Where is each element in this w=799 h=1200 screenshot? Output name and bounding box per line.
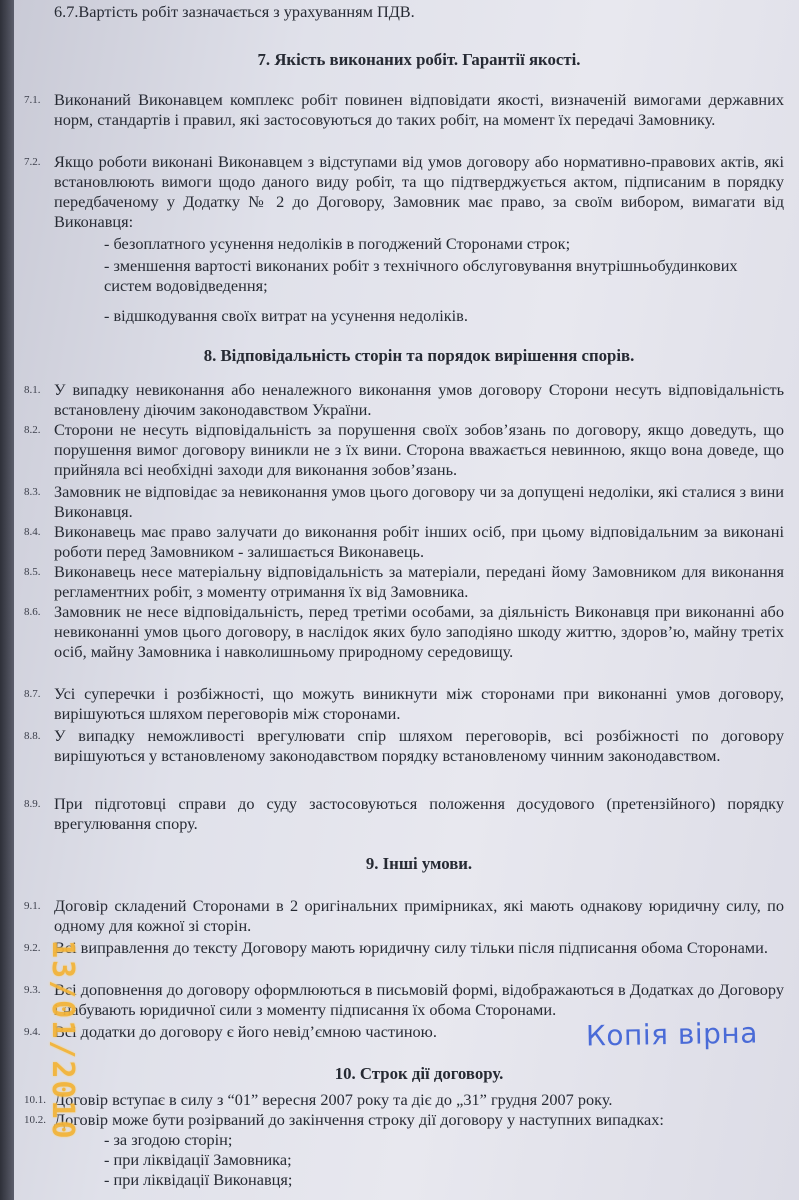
clause-10-2 bbox=[24, 1110, 784, 1130]
clause-8-6 bbox=[24, 602, 784, 662]
section-7-title: 7. Якість виконаних робіт. Гарантії якості. bbox=[257, 50, 581, 69]
clause-text: Якщо роботи виконані Виконавцем з відступами від умов договору або нормативно-правових актів, які встановлюють вимоги щодо даного виду робіт, та що підтверджується актом, підписаним в порядку передбаченому у Додатку № 2 до Договору, Замовник має право, за своїм вибором, вимагати від Виконавця: bbox=[54, 152, 784, 231]
bullet-item: - при ліквідації Замовника; bbox=[104, 1150, 292, 1169]
clause-text: При підготовці справи до суду застосовуються положення досудового (претензійного) порядку врегулювання спору. bbox=[54, 794, 784, 833]
clause-text: Замовник не відповідає за невиконання умов цього договору чи за допущені недоліки, які сталися з вини Виконавця. bbox=[54, 482, 784, 521]
clause-number: 10.2. bbox=[24, 1114, 46, 1126]
clause-number: 9.3. bbox=[24, 984, 41, 996]
clause-number: 9.4. bbox=[24, 1026, 41, 1038]
clause-text: Договір складений Сторонами в 2 оригінальних примірниках, які мають однакову юридичну силу, по одному для кожної зі сторін. bbox=[54, 896, 784, 935]
clause-8-3 bbox=[24, 482, 784, 522]
camera-date-stamp: 13/01/2010 bbox=[45, 940, 80, 1141]
section-8-title: 8. Відповідальність сторін та порядок вирішення спорів. bbox=[203, 346, 635, 365]
clause-number: 8.5. bbox=[24, 566, 41, 578]
clause-number: 8.8. bbox=[24, 730, 41, 742]
clause-8-7 bbox=[24, 684, 784, 724]
clause-number: 7.2. bbox=[24, 156, 41, 168]
clause-number: 8.6. bbox=[24, 606, 41, 618]
clause-number: 9.2. bbox=[24, 942, 41, 954]
clause-text: У випадку невиконання або неналежного виконання умов договору Сторони несуть відповідальність встановлену діючим законодавством України. bbox=[54, 380, 784, 419]
clause-8-5 bbox=[24, 562, 784, 602]
clause-8-1 bbox=[24, 380, 784, 420]
clause-text: Сторони не несуть відповідальність за порушення своїх зобов’язань по договору, якщо доведуть, що порушення вимог договору виникли не з їх вини. Сторона вважається невинною, якщо вона доведе, що прийняла всі необхідні заходи для виконання зобов’язань. bbox=[54, 420, 784, 479]
clause-9-3 bbox=[24, 980, 784, 1020]
clause-number: 8.1. bbox=[24, 384, 41, 396]
clause-number: 8.7. bbox=[24, 688, 41, 700]
clause-number: 7.1. bbox=[24, 94, 41, 106]
bullet-item: - за згодою сторін; bbox=[104, 1130, 233, 1149]
clause-text: У випадку неможливості врегулювати спір шляхом переговорів, всі розбіжності по договору вирішуються у встановленому законодавством порядку встановленому чинним законодавством. bbox=[54, 726, 784, 765]
clause-number: 8.3. bbox=[24, 486, 41, 498]
document-page bbox=[14, 0, 799, 1200]
clause-text: Усі суперечки і розбіжності, що можуть виникнути між сторонами при виконанні умов договору, вирішуються шляхом переговорів між сторонами. bbox=[54, 684, 784, 723]
clause-10-1 bbox=[24, 1090, 784, 1110]
copy-certified-stamp: Копія вірна bbox=[585, 1016, 759, 1053]
clause-number: 8.4. bbox=[24, 526, 41, 538]
clause-8-4 bbox=[24, 522, 784, 562]
clause-number: 8.2. bbox=[24, 424, 41, 436]
clause-7-1 bbox=[24, 90, 784, 130]
clause-number: 8.9. bbox=[24, 798, 41, 810]
page-edge-shadow bbox=[0, 0, 14, 1200]
clause-text: Замовник не несе відповідальність, перед третіми особами, за діяльність Виконавця при виконанні або невиконанні умов цього договору, в наслідок яких було заподіяно шкоду життю, здоров’ю, майну третіх осіб, майну Замовника і навколишньому природному середовищу. bbox=[54, 602, 784, 661]
clause-9-2 bbox=[24, 938, 784, 958]
section-9-title: 9. Інші умови. bbox=[365, 854, 473, 873]
clause-7-2 bbox=[24, 152, 784, 232]
bullet-item: - відшкодування своїх витрат на усунення недоліків. bbox=[104, 306, 468, 325]
section-10-title: 10. Строк дії договору. bbox=[334, 1064, 504, 1083]
clause-6-7: 6.7.Вартість робіт зазначається з урахуванням ПДВ. bbox=[54, 2, 415, 21]
clause-text: Всі доповнення до договору оформлюються в письмовій формі, відображаються в Додатках до Договору і набувають юридичної сили з моменту підписання їх обома Сторонами. bbox=[54, 980, 784, 1019]
clause-text: Всі додатки до договору є його невід’ємною частиною. bbox=[54, 1022, 437, 1041]
clause-number: 10.1. bbox=[24, 1094, 46, 1106]
clause-text: Виконаний Виконавцем комплекс робіт повинен відповідати якості, визначеній вимогами державних норм, стандартів і правил, які застосовуються до таких робіт, на момент їх передачі Замовнику. bbox=[54, 90, 784, 129]
bullet-item: - зменшення вартості виконаних робіт з технічного обслуговування внутрішньобудинкових систем водовідведення; bbox=[104, 256, 738, 295]
clause-number: 9.1. bbox=[24, 900, 41, 912]
clause-8-9 bbox=[24, 794, 784, 834]
bullet-item: - при ліквідації Виконавця; bbox=[104, 1170, 293, 1189]
clause-8-8 bbox=[24, 726, 784, 766]
clause-text: Договір може бути розірваний до закінчення строку дії договору у наступних випадках: bbox=[54, 1110, 664, 1129]
clause-text: Договір вступає в силу з “01” вересня 2007 року та діє до „31” грудня 2007 року. bbox=[54, 1090, 613, 1109]
clause-9-1 bbox=[24, 896, 784, 936]
clause-text: Виконавець несе матеріальну відповідальність за матеріали, передані йому Замовником для виконання регламентних робіт, з моменту отримання їх від Замовника. bbox=[54, 562, 784, 601]
clause-text: Всі виправлення до тексту Договору мають юридичну силу тільки після підписання обома Сторонами. bbox=[54, 938, 768, 957]
clause-text: Виконавець має право залучати до виконання робіт інших осіб, при цьому відповідальним за виконані роботи перед Замовником - залишається Виконавець. bbox=[54, 522, 784, 561]
clause-8-2 bbox=[24, 420, 784, 480]
bullet-item: - безоплатного усунення недоліків в погоджений Сторонами строк; bbox=[104, 234, 571, 253]
